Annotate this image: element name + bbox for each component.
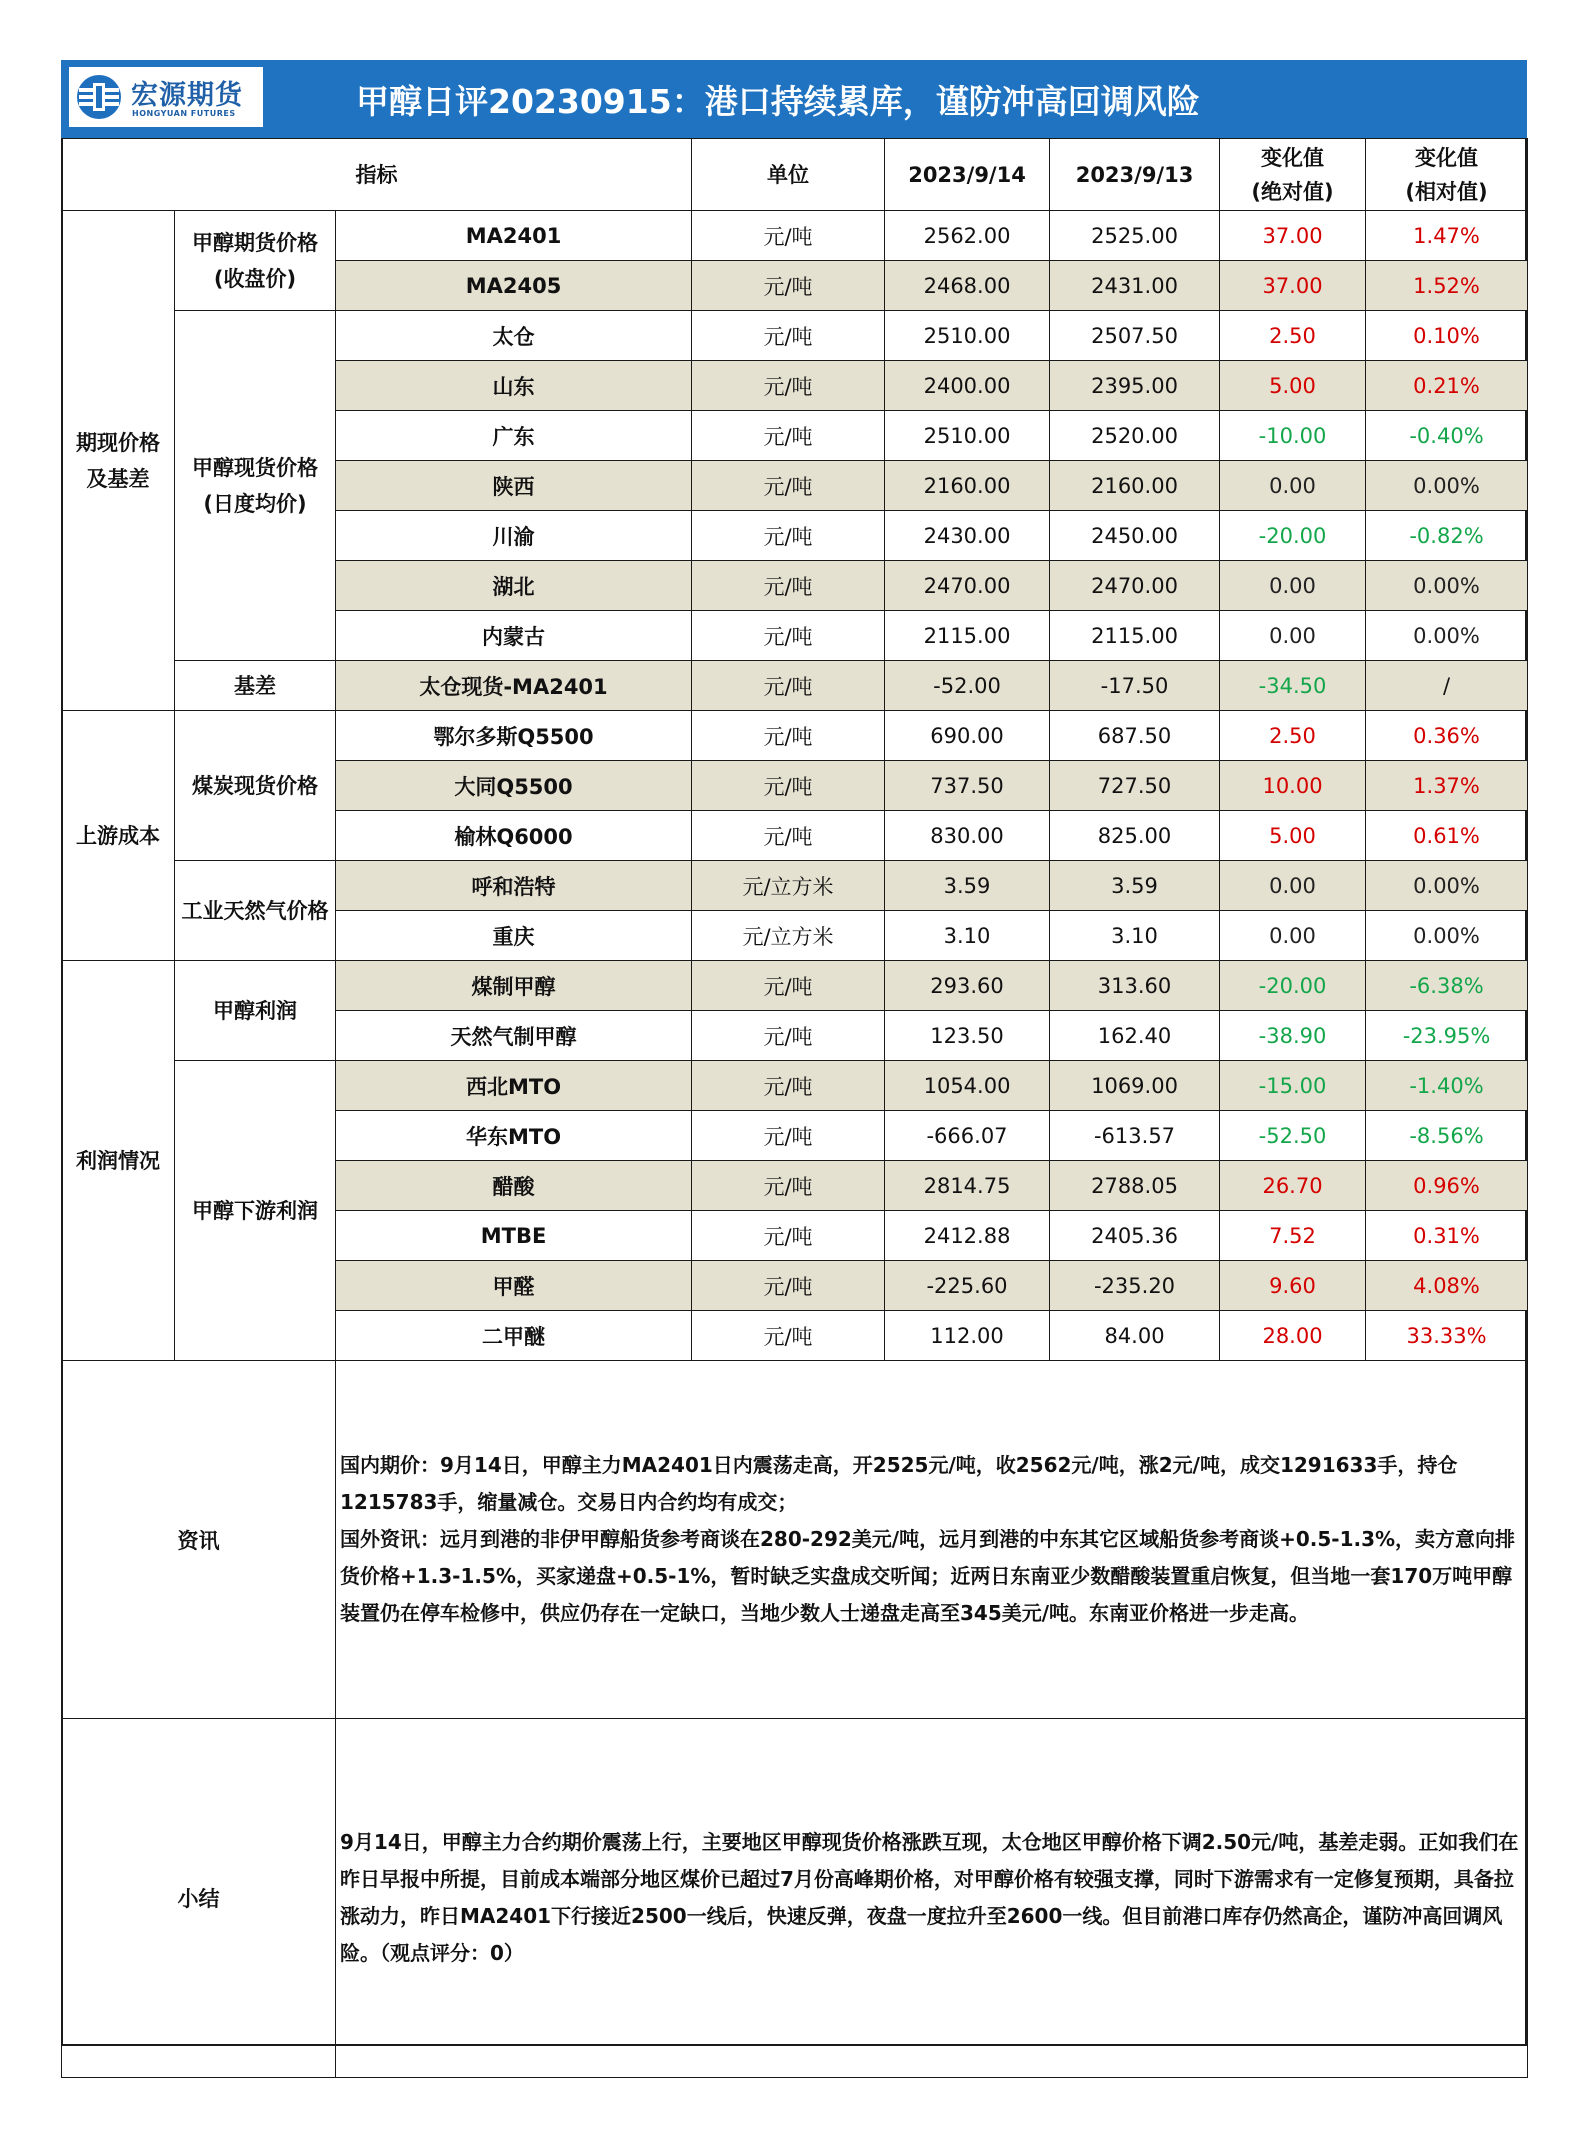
value-date2-cell: 687.50 xyxy=(1050,711,1220,761)
unit-cell: 元/吨 xyxy=(692,1061,885,1111)
indicator-cell: 重庆 xyxy=(336,911,692,961)
value-date2-cell: 2115.00 xyxy=(1050,611,1220,661)
unit-cell: 元/吨 xyxy=(692,511,885,561)
summary-row xyxy=(62,1719,1528,2078)
value-date2-cell: 2431.00 xyxy=(1050,261,1220,311)
rel-change-cell: 4.08% xyxy=(1366,1261,1528,1311)
abs-change-cell: 37.00 xyxy=(1220,261,1366,311)
abs-change-cell: 0.00 xyxy=(1220,611,1366,661)
subcategory-downstream-profit: 甲醇下游利润 xyxy=(175,1061,336,1361)
indicator-cell: 鄂尔多斯Q5500 xyxy=(336,711,692,761)
indicator-cell: 山东 xyxy=(336,361,692,411)
value-date1-cell: 2430.00 xyxy=(885,511,1050,561)
value-date2-cell: 825.00 xyxy=(1050,811,1220,861)
value-date2-cell: -235.20 xyxy=(1050,1261,1220,1311)
value-date2-cell: 727.50 xyxy=(1050,761,1220,811)
value-date2-cell: 2520.00 xyxy=(1050,411,1220,461)
logo-text-cn: 宏源期货 xyxy=(131,80,243,111)
subcategory-coal-price: 煤炭现货价格 xyxy=(175,711,336,861)
indicator-cell: 陕西 xyxy=(336,461,692,511)
value-date1-cell: 830.00 xyxy=(885,811,1050,861)
header-date2: 2023/9/13 xyxy=(1050,139,1220,211)
value-date1-cell: 3.59 xyxy=(885,861,1050,911)
header-date1: 2023/9/14 xyxy=(885,139,1050,211)
unit-cell: 元/吨 xyxy=(692,711,885,761)
abs-change-cell: 2.50 xyxy=(1220,311,1366,361)
value-date1-cell: 2510.00 xyxy=(885,411,1050,461)
abs-change-cell: 28.00 xyxy=(1220,1311,1366,1361)
summary-label: 小结 xyxy=(62,1719,336,2078)
subcategory-methanol-profit: 甲醇利润 xyxy=(175,961,336,1061)
indicator-cell: 湖北 xyxy=(336,561,692,611)
unit-cell: 元/吨 xyxy=(692,1211,885,1261)
subcategory-futures-price: 甲醇期货价格 (收盘价) xyxy=(175,211,336,311)
header-rel-change: 变化值 (相对值) xyxy=(1366,139,1528,211)
value-date1-cell: -225.60 xyxy=(885,1261,1050,1311)
summary-text: 9月14日，甲醇主力合约期价震荡上行，主要地区甲醇现货价格涨跌互现，太仓地区甲醇价格下调2.50元/吨，基差走弱。正如我们在昨日早报中所提，目前成本端部分地区煤价已超过7月份高峰期价格，对甲醇价格有较强支撑，同时下游需求有一定修复预期，具备拉涨动力，昨日MA2401下行接近2500一线后，快速反弹，夜盘一度拉升至2600一线。但目前港口库存仍然高企，谨防冲高回调风险。（观点评分：0） xyxy=(336,1719,1528,2078)
value-date2-cell: 2507.50 xyxy=(1050,311,1220,361)
unit-cell: 元/吨 xyxy=(692,611,885,661)
rel-change-cell: -0.82% xyxy=(1366,511,1528,561)
abs-change-cell: -15.00 xyxy=(1220,1061,1366,1111)
indicator-cell: 榆林Q6000 xyxy=(336,811,692,861)
abs-change-cell: 10.00 xyxy=(1220,761,1366,811)
abs-change-cell: 0.00 xyxy=(1220,561,1366,611)
report-title: 甲醇日评20230915：港口持续累库，谨防冲高回调风险 xyxy=(356,82,1200,121)
indicator-cell: 广东 xyxy=(336,411,692,461)
abs-change-cell: 26.70 xyxy=(1220,1161,1366,1211)
category-profit: 利润情况 xyxy=(62,961,175,1361)
table-row xyxy=(62,311,1528,361)
value-date1-cell: 2412.88 xyxy=(885,1211,1050,1261)
abs-change-cell: 9.60 xyxy=(1220,1261,1366,1311)
indicator-cell: 太仓现货-MA2401 xyxy=(336,661,692,711)
table-row xyxy=(62,711,1528,761)
table-row xyxy=(62,861,1528,911)
rel-change-cell: / xyxy=(1366,661,1528,711)
value-date2-cell: 313.60 xyxy=(1050,961,1220,1011)
abs-change-cell: 37.00 xyxy=(1220,211,1366,261)
table-row xyxy=(62,211,1528,261)
abs-change-cell: -20.00 xyxy=(1220,511,1366,561)
unit-cell: 元/吨 xyxy=(692,1111,885,1161)
indicator-cell: 大同Q5500 xyxy=(336,761,692,811)
indicator-cell: 甲醛 xyxy=(336,1261,692,1311)
unit-cell: 元/吨 xyxy=(692,311,885,361)
rel-change-cell: -23.95% xyxy=(1366,1011,1528,1061)
rel-change-cell: 0.00% xyxy=(1366,911,1528,961)
abs-change-cell: 0.00 xyxy=(1220,911,1366,961)
value-date1-cell: 737.50 xyxy=(885,761,1050,811)
news-text: 国内期价：9月14日，甲醇主力MA2401日内震荡走高，开2525元/吨，收2562元/吨，涨2元/吨，成交1291633手，持仓1215783手，缩量减仓。交易日内合约均有成交； 国外资讯：远月到港的非伊甲醇船货参考商谈在280-292美元/吨，远月到港的中东其它区域船货参考商谈+0.5-1.3%，卖方意向排货价格+1.3-1.5%，买家递盘+0.5-1%，暂时缺乏实盘成交听闻；近两日东南亚少数醋酸装置重启恢复，但当地一套170万吨甲醇装置仍在停车检修中，供应仍存在一定缺口，当地少数人士递盘走高至345美元/吨。东南亚价格进一步走高。 xyxy=(336,1361,1528,1719)
value-date2-cell: 3.10 xyxy=(1050,911,1220,961)
value-date2-cell: 2405.36 xyxy=(1050,1211,1220,1261)
table-row xyxy=(62,661,1528,711)
rel-change-cell: -1.40% xyxy=(1366,1061,1528,1111)
rel-change-cell: 0.00% xyxy=(1366,461,1528,511)
unit-cell: 元/吨 xyxy=(692,1311,885,1361)
value-date1-cell: 2814.75 xyxy=(885,1161,1050,1211)
rel-change-cell: 33.33% xyxy=(1366,1311,1528,1361)
unit-cell: 元/吨 xyxy=(692,1161,885,1211)
value-date2-cell: 2788.05 xyxy=(1050,1161,1220,1211)
value-date1-cell: 2160.00 xyxy=(885,461,1050,511)
category-futures_spot: 期现价格 及基差 xyxy=(62,211,175,711)
subcategory-gas-price: 工业天然气价格 xyxy=(175,861,336,961)
value-date1-cell: 293.60 xyxy=(885,961,1050,1011)
header-unit: 单位 xyxy=(692,139,885,211)
unit-cell: 元/吨 xyxy=(692,461,885,511)
table-row xyxy=(62,961,1528,1011)
abs-change-cell: 0.00 xyxy=(1220,461,1366,511)
header-indicator: 指标 xyxy=(62,139,692,211)
value-date1-cell: 3.10 xyxy=(885,911,1050,961)
unit-cell: 元/吨 xyxy=(692,761,885,811)
rel-change-cell: 0.96% xyxy=(1366,1161,1528,1211)
rel-change-cell: 0.21% xyxy=(1366,361,1528,411)
logo-text-en: HONGYUAN FUTURES xyxy=(132,109,236,118)
value-date2-cell: 84.00 xyxy=(1050,1311,1220,1361)
header-abs-change: 变化值 (绝对值) xyxy=(1220,139,1366,211)
value-date1-cell: -52.00 xyxy=(885,661,1050,711)
abs-change-cell: 0.00 xyxy=(1220,861,1366,911)
unit-cell: 元/吨 xyxy=(692,1011,885,1061)
rel-change-cell: 1.52% xyxy=(1366,261,1528,311)
abs-change-cell: -38.90 xyxy=(1220,1011,1366,1061)
indicator-cell: 华东MTO xyxy=(336,1111,692,1161)
abs-change-cell: 5.00 xyxy=(1220,361,1366,411)
value-date2-cell: -17.50 xyxy=(1050,661,1220,711)
category-upstream: 上游成本 xyxy=(62,711,175,961)
unit-cell: 元/吨 xyxy=(692,361,885,411)
value-date1-cell: 2115.00 xyxy=(885,611,1050,661)
value-date1-cell: 1054.00 xyxy=(885,1061,1050,1111)
rel-change-cell: 0.00% xyxy=(1366,561,1528,611)
value-date1-cell: 2510.00 xyxy=(885,311,1050,361)
abs-change-cell: -20.00 xyxy=(1220,961,1366,1011)
rel-change-cell: -6.38% xyxy=(1366,961,1528,1011)
abs-change-cell: 2.50 xyxy=(1220,711,1366,761)
rel-change-cell: 0.00% xyxy=(1366,861,1528,911)
unit-cell: 元/吨 xyxy=(692,211,885,261)
news-label: 资讯 xyxy=(62,1361,336,1719)
rel-change-cell: 1.47% xyxy=(1366,211,1528,261)
value-date2-cell: 2450.00 xyxy=(1050,511,1220,561)
table-header-row xyxy=(62,139,1528,211)
rel-change-cell: -0.40% xyxy=(1366,411,1528,461)
rel-change-cell: -8.56% xyxy=(1366,1111,1528,1161)
value-date2-cell: 3.59 xyxy=(1050,861,1220,911)
unit-cell: 元/立方米 xyxy=(692,911,885,961)
value-date2-cell: 2470.00 xyxy=(1050,561,1220,611)
value-date2-cell: 2525.00 xyxy=(1050,211,1220,261)
rel-change-cell: 0.00% xyxy=(1366,611,1528,661)
indicator-cell: 二甲醚 xyxy=(336,1311,692,1361)
indicator-cell: 煤制甲醇 xyxy=(336,961,692,1011)
rel-change-cell: 0.61% xyxy=(1366,811,1528,861)
value-date2-cell: 2395.00 xyxy=(1050,361,1220,411)
unit-cell: 元/吨 xyxy=(692,261,885,311)
indicator-cell: 醋酸 xyxy=(336,1161,692,1211)
unit-cell: 元/吨 xyxy=(692,1261,885,1311)
indicator-cell: MTBE xyxy=(336,1211,692,1261)
company-logo xyxy=(69,67,263,127)
value-date1-cell: 690.00 xyxy=(885,711,1050,761)
news-row xyxy=(62,1361,1528,1719)
indicator-cell: 西北MTO xyxy=(336,1061,692,1111)
value-date1-cell: 123.50 xyxy=(885,1011,1050,1061)
subcategory-basis: 基差 xyxy=(175,661,336,711)
value-date1-cell: 2562.00 xyxy=(885,211,1050,261)
logo-emblem-icon xyxy=(75,73,123,121)
abs-change-cell: -10.00 xyxy=(1220,411,1366,461)
rel-change-cell: 0.10% xyxy=(1366,311,1528,361)
value-date1-cell: -666.07 xyxy=(885,1111,1050,1161)
abs-change-cell: 5.00 xyxy=(1220,811,1366,861)
table-body xyxy=(62,211,1528,1361)
subcategory-spot-price: 甲醇现货价格 (日度均价) xyxy=(175,311,336,661)
value-date1-cell: 2468.00 xyxy=(885,261,1050,311)
value-date2-cell: 1069.00 xyxy=(1050,1061,1220,1111)
unit-cell: 元/吨 xyxy=(692,411,885,461)
indicator-cell: 天然气制甲醇 xyxy=(336,1011,692,1061)
indicator-cell: MA2405 xyxy=(336,261,692,311)
value-date1-cell: 2470.00 xyxy=(885,561,1050,611)
indicator-cell: 呼和浩特 xyxy=(336,861,692,911)
rel-change-cell: 0.31% xyxy=(1366,1211,1528,1261)
abs-change-cell: -34.50 xyxy=(1220,661,1366,711)
abs-change-cell: -52.50 xyxy=(1220,1111,1366,1161)
unit-cell: 元/吨 xyxy=(692,561,885,611)
abs-change-cell: 7.52 xyxy=(1220,1211,1366,1261)
unit-cell: 元/吨 xyxy=(692,661,885,711)
unit-cell: 元/吨 xyxy=(692,811,885,861)
value-date2-cell: -613.57 xyxy=(1050,1111,1220,1161)
value-date1-cell: 2400.00 xyxy=(885,361,1050,411)
unit-cell: 元/立方米 xyxy=(692,861,885,911)
rel-change-cell: 0.36% xyxy=(1366,711,1528,761)
value-date2-cell: 162.40 xyxy=(1050,1011,1220,1061)
indicator-cell: 太仓 xyxy=(336,311,692,361)
indicator-cell: 内蒙古 xyxy=(336,611,692,661)
table-row xyxy=(62,1061,1528,1111)
rel-change-cell: 1.37% xyxy=(1366,761,1528,811)
value-date1-cell: 112.00 xyxy=(885,1311,1050,1361)
indicator-cell: 川渝 xyxy=(336,511,692,561)
unit-cell: 元/吨 xyxy=(692,961,885,1011)
indicator-cell: MA2401 xyxy=(336,211,692,261)
methanol-data-table xyxy=(61,138,1528,2078)
value-date2-cell: 2160.00 xyxy=(1050,461,1220,511)
